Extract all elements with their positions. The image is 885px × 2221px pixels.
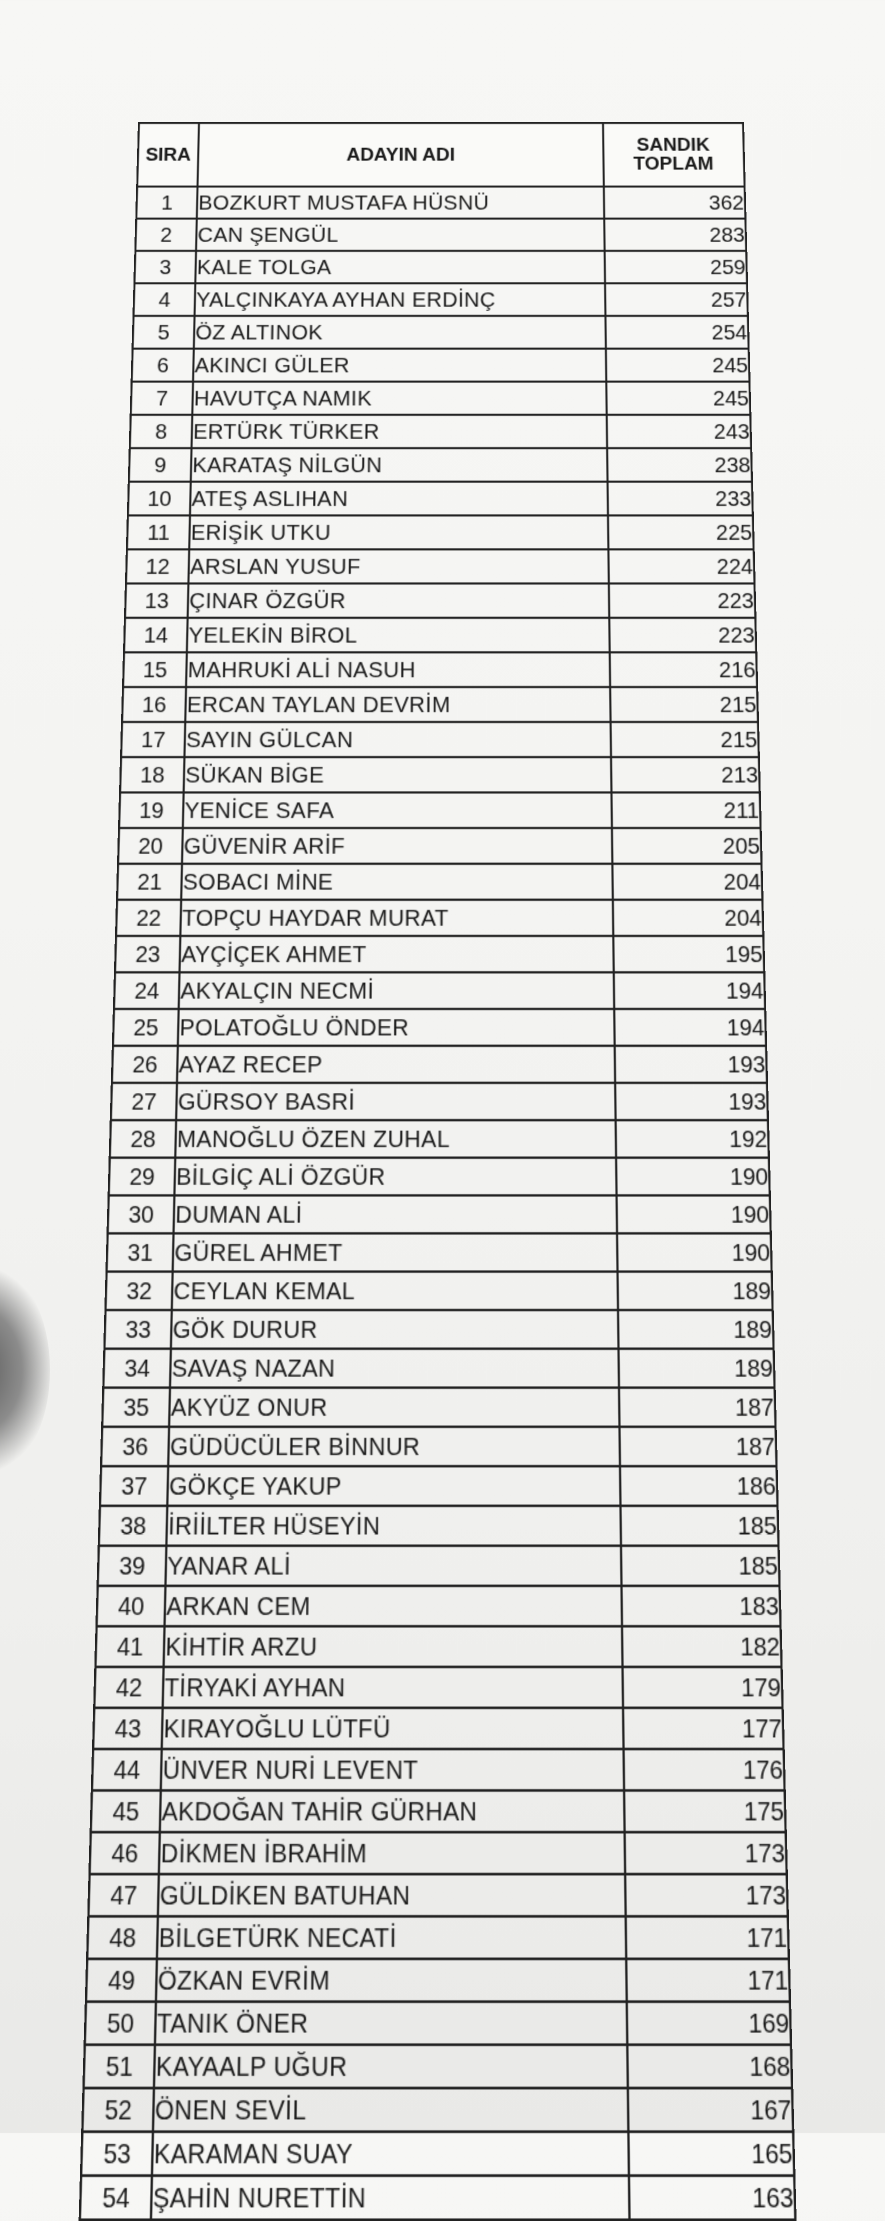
row-sira: 20 [118,828,183,864]
row-candidate-name: YANAR ALİ [166,1546,621,1586]
header-total [603,123,745,187]
table-row [120,757,760,792]
table-row [134,283,748,316]
row-total: 187 [618,1388,775,1427]
row-candidate-name: TİRYAKİ AYHAN [163,1667,623,1708]
table-row [126,549,755,583]
table-row [128,482,753,516]
row-total: 190 [616,1195,771,1233]
row-candidate-name: GÖKÇE YAKUP [168,1466,620,1506]
row-candidate-name: SAYIN GÜLCAN [185,722,611,757]
table-body [80,187,795,2220]
row-candidate-name: AYAZ RECEP [177,1046,614,1083]
row-sira: 33 [104,1310,172,1349]
row-sira: 17 [121,722,185,757]
object-shadow [0,1270,50,1470]
row-sira: 36 [101,1427,169,1466]
row-candidate-name: TOPÇU HAYDAR MURAT [181,900,613,936]
row-sira: 49 [86,1959,157,2002]
row-candidate-name: MANOĞLU ÖZEN ZUHAL [175,1120,615,1158]
row-candidate-name: ÖZ ALTINOK [194,316,605,349]
row-sira: 44 [92,1749,162,1790]
table-row [129,448,752,482]
row-total: 171 [625,1916,789,1959]
row-total: 204 [612,864,763,900]
row-total: 185 [620,1506,779,1546]
row-sira: 21 [117,864,182,900]
row-total: 245 [606,382,751,415]
table-row [90,1832,787,1874]
table-row [114,972,765,1009]
row-candidate-name: AKYÜZ ONUR [169,1388,619,1427]
table-row [88,1874,787,1916]
row-candidate-name: ÖZKAN EVRİM [156,1959,626,2002]
table-row [132,349,750,382]
table-row [124,618,756,653]
table-row [86,1959,790,2002]
row-total: 168 [627,2045,792,2088]
row-sira: 15 [123,652,187,687]
row-total: 224 [608,549,755,583]
table-row [91,1790,786,1832]
table-row [125,583,755,617]
row-total: 190 [616,1158,770,1196]
row-total: 192 [615,1120,769,1158]
row-total: 189 [617,1310,773,1349]
row-sira: 18 [120,757,185,792]
row-sira: 42 [94,1667,164,1708]
row-candidate-name: KIRAYOĞLU LÜTFÜ [162,1708,623,1749]
table-row [80,2176,795,2220]
row-sira: 9 [129,448,192,482]
table-row [107,1233,772,1271]
row-sira: 30 [108,1195,175,1233]
row-total: 175 [624,1790,786,1832]
table-row [93,1708,783,1749]
row-candidate-name: KAYAALP UĞUR [154,2045,627,2088]
table-row [115,936,764,972]
row-sira: 13 [125,583,189,617]
row-candidate-name: AKINCI GÜLER [193,349,606,382]
table-row [87,1916,789,1959]
row-sira: 11 [127,515,190,549]
row-candidate-name: GÜRSOY BASRİ [176,1083,615,1120]
row-total: 204 [612,900,763,936]
row-sira: 22 [116,900,181,936]
table-row [99,1506,779,1546]
row-candidate-name: ÇINAR ÖZGÜR [188,583,609,617]
row-total: 173 [625,1874,788,1916]
table-row [81,2132,794,2176]
row-sira: 54 [80,2176,152,2220]
row-total: 186 [619,1466,777,1506]
row-candidate-name: SÜKAN BİGE [184,757,611,792]
row-sira: 26 [112,1046,178,1083]
table-row [134,251,747,283]
row-total: 211 [611,792,761,828]
row-sira: 10 [128,482,191,516]
table-row [84,2045,792,2088]
row-sira: 32 [106,1272,173,1310]
row-total: 183 [621,1586,781,1626]
row-sira: 31 [107,1233,174,1271]
row-candidate-name: ARSLAN YUSUF [189,549,609,583]
row-sira: 27 [111,1083,177,1120]
row-total: 223 [609,618,756,653]
table-row [130,415,751,448]
row-total: 193 [615,1083,768,1120]
table-header-row [137,123,744,187]
row-sira: 2 [135,219,197,251]
row-candidate-name: DUMAN ALİ [174,1195,617,1233]
row-candidate-name: YENİCE SAFA [183,792,611,828]
row-candidate-name: DİKMEN İBRAHİM [159,1832,625,1874]
table-row [85,2002,791,2045]
row-candidate-name: GÖK DURUR [171,1310,618,1349]
table-row [82,2088,793,2132]
row-total: 179 [622,1667,783,1708]
row-sira: 12 [126,549,189,583]
table-row [97,1586,781,1626]
row-sira: 3 [134,251,196,283]
row-candidate-name: BİLGİÇ ALİ ÖZGÜR [175,1158,616,1196]
row-candidate-name: KİHTİR ARZU [164,1626,622,1667]
table-row [122,687,758,722]
row-sira: 40 [97,1586,166,1626]
row-total: 223 [608,583,755,617]
row-candidate-name: ÜNVER NURİ LEVENT [161,1749,624,1790]
row-candidate-name: GÜLDİKEN BATUHAN [158,1874,625,1916]
row-sira: 19 [119,792,184,828]
row-sira: 8 [130,415,193,448]
row-candidate-name: ERTÜRK TÜRKER [192,415,607,448]
row-total: 259 [604,251,747,283]
row-sira: 24 [114,972,180,1009]
table-row [103,1349,774,1388]
row-candidate-name: MAHRUKİ ALİ NASUH [186,652,609,687]
row-candidate-name: SAVAŞ NAZAN [170,1349,618,1388]
row-total: 165 [628,2132,794,2176]
table-row [117,864,762,900]
row-candidate-name: HAVUTÇA NAMIK [192,382,606,415]
row-total: 233 [607,482,753,516]
row-total: 194 [613,972,765,1009]
row-total: 173 [624,1832,787,1874]
row-total: 171 [626,1959,790,2002]
row-total: 257 [605,283,748,316]
table-row [112,1046,767,1083]
row-candidate-name: KALE TOLGA [195,251,604,283]
row-candidate-name: AKYALÇIN NECMİ [179,972,614,1009]
row-candidate-name: ATEŞ ASLIHAN [190,482,607,516]
table-row [136,187,745,219]
row-sira: 53 [81,2132,153,2176]
row-candidate-name: ERCAN TAYLAN DEVRİM [185,687,610,722]
row-candidate-name: AYÇİÇEK AHMET [180,936,614,972]
row-candidate-name: POLATOĞLU ÖNDER [178,1009,614,1046]
row-sira: 46 [90,1832,160,1874]
row-candidate-name: GÜVENİR ARİF [182,828,612,864]
row-sira: 7 [131,382,193,415]
table-row [102,1388,775,1427]
table-row [131,382,751,415]
row-candidate-name: YELEKİN BİROL [187,618,609,653]
row-total: 205 [611,828,761,864]
row-candidate-name: CEYLAN KEMAL [172,1272,617,1310]
row-total: 216 [609,652,757,687]
row-sira: 48 [87,1916,158,1959]
row-sira: 51 [84,2045,156,2088]
table-row [118,828,761,864]
table-row [123,652,757,687]
row-sira: 38 [99,1506,168,1546]
row-total: 189 [618,1349,775,1388]
row-total: 189 [617,1272,773,1310]
row-total: 362 [603,187,745,219]
row-candidate-name: GÜDÜCÜLER BİNNUR [168,1427,619,1466]
row-total: 176 [623,1749,785,1790]
row-candidate-name: BOZKURT MUSTAFA HÜSNÜ [197,187,604,219]
row-sira: 14 [124,618,188,653]
row-total: 245 [605,349,749,382]
table-row [92,1749,785,1790]
row-candidate-name: TANIK ÖNER [155,2002,627,2045]
row-sira: 43 [93,1708,163,1749]
table-row [106,1272,773,1310]
row-sira: 16 [122,687,186,722]
row-sira: 35 [102,1388,170,1427]
table-row [109,1158,770,1196]
row-total: 225 [607,515,753,549]
row-candidate-name: ARKAN CEM [165,1586,622,1626]
row-total: 167 [627,2088,793,2132]
row-total: 254 [605,316,749,349]
header-total-line1: SANDIK [636,134,710,156]
row-total: 195 [613,936,764,972]
table-row [95,1626,781,1667]
row-sira: 28 [110,1120,177,1158]
table-row [121,722,759,757]
row-sira: 52 [82,2088,154,2132]
row-total: 213 [611,757,760,792]
row-sira: 4 [134,283,196,316]
row-sira: 25 [113,1009,179,1046]
row-total: 243 [606,415,751,448]
header-name: ADAYIN ADI [198,123,604,187]
table-row [116,900,763,936]
row-sira: 6 [132,349,194,382]
row-candidate-name: ÖNEN SEVİL [153,2088,628,2132]
table-row [119,792,761,828]
row-total: 169 [626,2002,791,2045]
table-row [133,316,749,349]
table-row [127,515,754,549]
row-total: 215 [610,722,759,757]
table-row [94,1667,782,1708]
row-total: 190 [617,1233,772,1271]
table-row [104,1310,773,1349]
row-candidate-name: ŞAHİN NURETTİN [151,2176,629,2220]
table-row [101,1427,776,1466]
row-candidate-name: SOBACI MİNE [181,864,612,900]
row-candidate-name: KARAMAN SUAY [152,2132,628,2176]
row-total: 163 [628,2176,795,2220]
table-row [111,1083,768,1120]
table-row [135,219,746,251]
row-sira: 39 [98,1546,167,1586]
table-row [110,1120,769,1158]
table-row [98,1546,780,1586]
row-candidate-name: GÜREL AHMET [173,1233,617,1271]
row-candidate-name: YALÇINKAYA AYHAN ERDİNÇ [195,283,605,316]
table-row [113,1009,766,1046]
row-candidate-name: ERİŞİK UTKU [189,515,607,549]
row-total: 194 [614,1009,766,1046]
row-sira: 1 [136,187,197,219]
row-total: 283 [604,219,746,251]
row-total: 193 [614,1046,767,1083]
row-candidate-name: İRİİLTER HÜSEYİN [167,1506,621,1546]
row-candidate-name: CAN ŞENGÜL [196,219,604,251]
row-sira: 34 [103,1349,171,1388]
row-sira: 23 [115,936,181,972]
row-sira: 45 [91,1790,161,1832]
row-candidate-name: KARATAŞ NİLGÜN [191,448,607,482]
row-total: 238 [607,448,752,482]
results-table [79,122,797,2221]
row-candidate-name: AKDOĞAN TAHİR GÜRHAN [160,1790,624,1832]
row-total: 182 [621,1626,781,1667]
row-total: 177 [622,1708,783,1749]
row-sira: 47 [88,1874,159,1916]
row-sira: 5 [133,316,195,349]
row-sira: 29 [109,1158,176,1196]
row-candidate-name: BİLGETÜRK NECATİ [157,1916,626,1959]
header-sira: SIRA [137,123,199,187]
table-row [100,1466,778,1506]
row-sira: 50 [85,2002,156,2045]
table-row [108,1195,771,1233]
row-total: 187 [619,1427,777,1466]
row-sira: 37 [100,1466,168,1506]
row-total: 185 [620,1546,779,1586]
header-total-line2: TOPLAM [633,153,714,175]
row-total: 215 [610,687,758,722]
row-sira: 41 [95,1626,164,1667]
